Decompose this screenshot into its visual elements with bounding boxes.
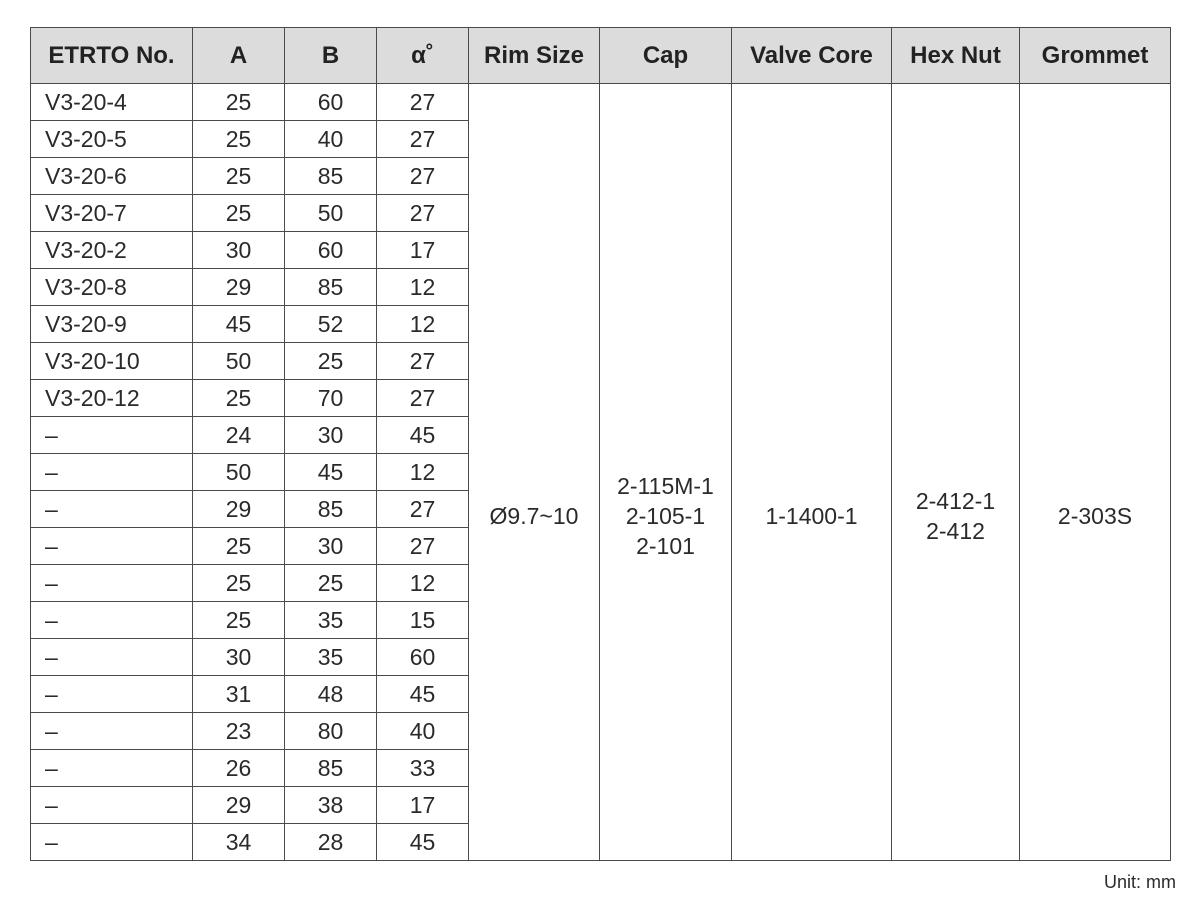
rim-size-cell [469, 84, 600, 861]
header-cap: Cap [600, 28, 732, 84]
etrto-cell: – [31, 602, 193, 639]
header-alpha: α˚ [377, 28, 469, 84]
rim-size-cell-values [490, 501, 579, 531]
a-cell: 25 [193, 158, 285, 195]
hex-nut-cell [892, 84, 1020, 861]
alpha-cell: 27 [377, 84, 469, 121]
b-cell: 30 [285, 528, 377, 565]
a-cell: 25 [193, 528, 285, 565]
etrto-cell: V3-20-8 [31, 269, 193, 306]
b-cell: 85 [285, 750, 377, 787]
b-cell: 48 [285, 676, 377, 713]
alpha-cell: 45 [377, 676, 469, 713]
header-b: B [285, 28, 377, 84]
etrto-cell: – [31, 565, 193, 602]
alpha-cell: 15 [377, 602, 469, 639]
alpha-cell: 45 [377, 417, 469, 454]
alpha-cell: 27 [377, 380, 469, 417]
etrto-cell: V3-20-7 [31, 195, 193, 232]
cap-cell-values [617, 471, 714, 561]
a-cell: 31 [193, 676, 285, 713]
b-cell: 50 [285, 195, 377, 232]
b-cell: 35 [285, 639, 377, 676]
a-cell: 30 [193, 639, 285, 676]
b-cell: 30 [285, 417, 377, 454]
hex-nut-cell-line: 2-412-1 [915, 488, 996, 514]
grommet-cell-values [1058, 501, 1132, 531]
valve-core-cell-line: 1-1400-1 [765, 503, 858, 529]
etrto-cell: – [31, 528, 193, 565]
header-hex-nut: Hex Nut [892, 28, 1020, 84]
b-cell: 25 [285, 565, 377, 602]
alpha-cell: 12 [377, 306, 469, 343]
b-cell: 25 [285, 343, 377, 380]
alpha-cell: 60 [377, 639, 469, 676]
cap-cell [600, 84, 732, 861]
b-cell: 60 [285, 232, 377, 269]
alpha-cell: 45 [377, 824, 469, 861]
hex-nut-cell-line: 2-412 [926, 518, 985, 544]
alpha-cell: 40 [377, 713, 469, 750]
cap-cell-line: 2-115M-1 [617, 473, 714, 499]
a-cell: 25 [193, 380, 285, 417]
etrto-cell: V3-20-4 [31, 84, 193, 121]
valve-core-cell-values [765, 501, 857, 531]
cap-cell-line: 2-105-1 [625, 503, 706, 529]
alpha-cell: 12 [377, 269, 469, 306]
etrto-cell: V3-20-6 [31, 158, 193, 195]
alpha-cell: 17 [377, 232, 469, 269]
etrto-cell: – [31, 713, 193, 750]
alpha-cell: 27 [377, 491, 469, 528]
b-cell: 38 [285, 787, 377, 824]
etrto-cell: V3-20-5 [31, 121, 193, 158]
header-rim-size: Rim Size [469, 28, 600, 84]
etrto-cell: – [31, 454, 193, 491]
alpha-cell: 27 [377, 195, 469, 232]
b-cell: 70 [285, 380, 377, 417]
b-cell: 85 [285, 491, 377, 528]
b-cell: 52 [285, 306, 377, 343]
etrto-cell: V3-20-10 [31, 343, 193, 380]
alpha-cell: 17 [377, 787, 469, 824]
b-cell: 45 [285, 454, 377, 491]
a-cell: 34 [193, 824, 285, 861]
a-cell: 23 [193, 713, 285, 750]
b-cell: 40 [285, 121, 377, 158]
table-body [31, 84, 1171, 861]
alpha-cell: 12 [377, 565, 469, 602]
a-cell: 25 [193, 84, 285, 121]
etrto-cell: V3-20-12 [31, 380, 193, 417]
spec-table [30, 27, 1171, 861]
a-cell: 29 [193, 787, 285, 824]
etrto-cell: – [31, 824, 193, 861]
etrto-cell: V3-20-2 [31, 232, 193, 269]
table-row [31, 84, 1171, 121]
hex-nut-cell-values [916, 486, 995, 546]
a-cell: 26 [193, 750, 285, 787]
etrto-cell: V3-20-9 [31, 306, 193, 343]
a-cell: 29 [193, 491, 285, 528]
a-cell: 29 [193, 269, 285, 306]
a-cell: 50 [193, 343, 285, 380]
b-cell: 28 [285, 824, 377, 861]
alpha-cell: 33 [377, 750, 469, 787]
a-cell: 25 [193, 565, 285, 602]
alpha-cell: 27 [377, 121, 469, 158]
a-cell: 30 [193, 232, 285, 269]
header-grommet: Grommet [1020, 28, 1171, 84]
a-cell: 25 [193, 121, 285, 158]
alpha-cell: 27 [377, 528, 469, 565]
a-cell: 45 [193, 306, 285, 343]
rim-size-cell-line: Ø9.7~10 [489, 503, 579, 529]
header-row [31, 28, 1171, 84]
etrto-cell: – [31, 787, 193, 824]
a-cell: 25 [193, 602, 285, 639]
etrto-cell: – [31, 750, 193, 787]
alpha-cell: 27 [377, 158, 469, 195]
a-cell: 50 [193, 454, 285, 491]
etrto-cell: – [31, 676, 193, 713]
header-etrto: ETRTO No. [31, 28, 193, 84]
b-cell: 85 [285, 158, 377, 195]
valve-core-cell [732, 84, 892, 861]
grommet-cell [1020, 84, 1171, 861]
alpha-cell: 27 [377, 343, 469, 380]
b-cell: 60 [285, 84, 377, 121]
b-cell: 85 [285, 269, 377, 306]
unit-note: Unit: mm [1104, 872, 1176, 892]
etrto-cell: – [31, 417, 193, 454]
etrto-cell: – [31, 491, 193, 528]
b-cell: 35 [285, 602, 377, 639]
cap-cell-line: 2-101 [636, 533, 695, 559]
b-cell: 80 [285, 713, 377, 750]
a-cell: 25 [193, 195, 285, 232]
header-a: A [193, 28, 285, 84]
a-cell: 24 [193, 417, 285, 454]
grommet-cell-line: 2-303S [1057, 503, 1133, 529]
etrto-cell: – [31, 639, 193, 676]
header-valve-core: Valve Core [732, 28, 892, 84]
alpha-cell: 12 [377, 454, 469, 491]
